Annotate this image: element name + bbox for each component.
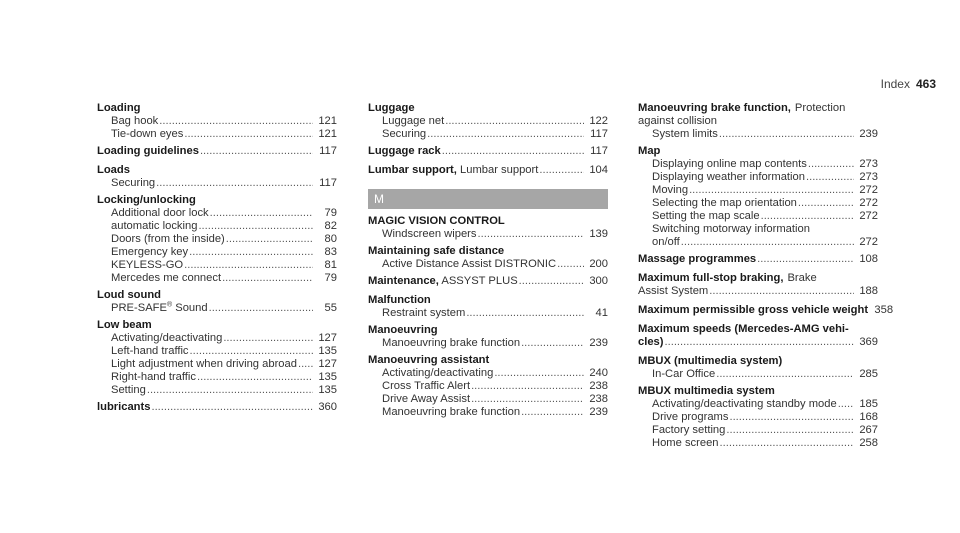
- index-subentry: on/off ..... 272: [638, 236, 878, 249]
- index-subentry: Light adjustment when driving abroad ..... 127: [97, 358, 337, 371]
- page-ref[interactable]: 79: [324, 272, 337, 284]
- index-entry: [368, 354, 608, 419]
- page-ref[interactable]: 55: [324, 302, 337, 314]
- page-ref[interactable]: 117: [590, 145, 608, 157]
- header-title: Index: [880, 77, 910, 91]
- page-number: 463: [915, 77, 936, 91]
- index-subentry: Displaying weather information ..... 273: [638, 171, 878, 184]
- entry-heading: Low beam: [97, 319, 152, 331]
- index-subentry: Right-hand traffic ..... 135: [97, 371, 337, 384]
- entry-heading: MBUX multimedia system: [638, 385, 775, 397]
- page-ref[interactable]: 121: [318, 128, 337, 140]
- index-entry: [368, 145, 608, 158]
- page-ref[interactable]: 122: [589, 115, 608, 127]
- entry-heading: Manoeuvring assistant: [368, 354, 490, 366]
- page-ref[interactable]: 272: [859, 184, 878, 196]
- index-subentry: Setting ..... 135: [97, 384, 337, 397]
- page-ref[interactable]: 273: [859, 158, 878, 170]
- index-subentry: Manoeuvring brake function ..... 239: [368, 406, 608, 419]
- index-subentry: Drive programs ..... 168: [638, 411, 878, 424]
- index-subentry: automatic locking ..... 82: [97, 220, 337, 233]
- index-subentry: Left-hand traffic ..... 135: [97, 345, 337, 358]
- page-ref[interactable]: 127: [318, 358, 337, 370]
- index-subentry: Cross Traffic Alert ..... 238: [368, 380, 608, 393]
- index-subentry: [638, 304, 894, 317]
- index-subentry: Assist System ..... 188: [638, 285, 878, 298]
- index-subentry: [638, 253, 878, 266]
- page-ref[interactable]: 272: [859, 197, 878, 209]
- index-subentry: Tie-down eyes ..... 121: [97, 128, 337, 141]
- entry-heading: MBUX (multimedia system): [638, 355, 783, 367]
- page-ref[interactable]: 240: [589, 367, 608, 379]
- page-ref[interactable]: 117: [319, 177, 337, 189]
- page-ref[interactable]: 358: [874, 304, 894, 316]
- entry-heading: Maintaining safe distance: [368, 245, 505, 257]
- index-entry: [97, 145, 337, 158]
- page-ref[interactable]: 239: [859, 128, 878, 140]
- index-subentry: Setting the map scale ..... 272: [638, 210, 878, 223]
- index-entry: [638, 304, 894, 317]
- entry-heading: Massage programmes: [638, 253, 757, 265]
- index-subentry: cles) ..... 369: [638, 336, 878, 349]
- page-ref[interactable]: 81: [324, 259, 337, 271]
- page-ref[interactable]: 238: [589, 380, 608, 392]
- index-subentry: Moving ..... 272: [638, 184, 878, 197]
- index-subentry: Activating/deactivating ..... 127: [97, 332, 337, 345]
- page-ref[interactable]: 168: [859, 411, 878, 423]
- index-subentry: Lumbar support, Lumbar support ..... 104: [368, 164, 608, 177]
- index-subentry: PRE-SAFE® Sound ..... 55: [97, 302, 337, 315]
- index-subentry: Displaying online map contents ..... 273: [638, 158, 878, 171]
- index-entry: [368, 245, 608, 271]
- entry-heading: Loading: [97, 102, 141, 114]
- page-ref[interactable]: 139: [589, 228, 608, 240]
- index-entry: Manoeuvring brake function, Protection against collision System limits ..... 239: [638, 102, 878, 141]
- index-subentry: Active Distance Assist DISTRONIC ..... 200: [368, 258, 608, 271]
- index-subentry: Doors (from the inside) ..... 80: [97, 233, 337, 246]
- index-entry: [368, 215, 608, 241]
- index-subentry: Securing ..... 117: [368, 128, 608, 141]
- index-subentry: Home screen ..... 258: [638, 437, 878, 450]
- entry-heading: MAGIC VISION CONTROL: [368, 215, 505, 227]
- index-entry: [97, 289, 337, 315]
- index-subentry: [368, 145, 608, 158]
- index-subentry: Drive Away Assist ..... 238: [368, 393, 608, 406]
- page-ref[interactable]: 127: [318, 332, 337, 344]
- index-subentry: In-Car Office ..... 285: [638, 368, 878, 381]
- entry-heading: Luggage rack: [368, 145, 441, 157]
- index-subentry: Securing ..... 117: [97, 177, 337, 190]
- index-subentry: Emergency key ..... 83: [97, 246, 337, 259]
- page-ref[interactable]: 185: [859, 398, 878, 410]
- page-ref[interactable]: 200: [589, 258, 608, 270]
- index-subentry: Maintenance, ASSYST PLUS ..... 300: [368, 275, 608, 288]
- index-entry: [368, 164, 608, 177]
- entry-heading: Maximum permissible gross vehicle weight: [638, 304, 869, 316]
- index-subentry: Mercedes me connect ..... 79: [97, 272, 337, 285]
- entry-heading: Loads: [97, 164, 130, 176]
- index-entry: [368, 102, 608, 141]
- index-entry: [97, 401, 337, 414]
- index-entry: Map Displaying online map contents ..... 273 Displaying weather information ..... 273 Moving ..... 272 Selecting the map orientation ..... 272 Setting the map scale ..... 272 Switching motorway information on/off ..... 272: [638, 145, 878, 249]
- index-subentry: [97, 145, 337, 158]
- index-subentry: Activating/deactivating ..... 240: [368, 367, 608, 380]
- page-ref[interactable]: 272: [859, 236, 878, 248]
- index-subentry: Windscreen wipers ..... 139: [368, 228, 608, 241]
- entry-heading: Luggage: [368, 102, 415, 114]
- index-subentry: Luggage net ..... 122: [368, 115, 608, 128]
- index-entry: [97, 164, 337, 190]
- index-column-3: [638, 102, 894, 454]
- page-ref[interactable]: 239: [589, 337, 608, 349]
- entry-heading: Malfunction: [368, 294, 431, 306]
- entry-heading: Locking/unlocking: [97, 194, 196, 206]
- registered-mark: ®: [166, 301, 173, 309]
- index-entry: [638, 355, 878, 381]
- entry-heading: Loud sound: [97, 289, 162, 301]
- entry-heading: Maintenance,: [368, 275, 439, 287]
- entry-heading: lubricants: [97, 401, 151, 413]
- page-ref[interactable]: 360: [318, 401, 337, 413]
- index-entry: [368, 324, 608, 350]
- page-ref[interactable]: 258: [859, 437, 878, 449]
- entry-heading: Maximum speeds (Mercedes-AMG vehi-: [638, 323, 849, 335]
- page-ref[interactable]: 267: [859, 424, 878, 436]
- entry-heading: Manoeuvring brake function,: [638, 102, 791, 114]
- page-ref[interactable]: 239: [589, 406, 608, 418]
- page-ref[interactable]: 135: [318, 371, 337, 383]
- index-entry: [97, 102, 337, 141]
- entry-heading: Loading guidelines: [97, 145, 199, 157]
- page-ref[interactable]: 188: [859, 285, 878, 297]
- section-letter-bar: M: [368, 189, 608, 209]
- index-entry: Maximum full-stop braking, Brake Assist System ..... 188: [638, 272, 878, 298]
- index-entry: [638, 323, 878, 349]
- page-ref[interactable]: 104: [589, 164, 608, 176]
- page-ref[interactable]: 82: [324, 220, 337, 232]
- page-ref[interactable]: 238: [589, 393, 608, 405]
- page-ref[interactable]: 83: [324, 246, 337, 258]
- index-entry: [97, 194, 337, 285]
- page-ref[interactable]: 121: [318, 115, 337, 127]
- index-subentry: Restraint system ..... 41: [368, 307, 608, 320]
- page-ref[interactable]: 108: [859, 253, 878, 265]
- index-subentry: System limits ..... 239: [638, 128, 878, 141]
- entry-heading: Maximum full-stop braking,: [638, 272, 784, 284]
- page-ref[interactable]: 369: [859, 336, 878, 348]
- index-subentry: Factory setting ..... 267: [638, 424, 878, 437]
- page-ref[interactable]: 135: [318, 345, 337, 357]
- entry-heading: Lumbar support,: [368, 164, 457, 176]
- index-subentry: [97, 401, 337, 414]
- index-subentry: Activating/deactivating standby mode ..... 185: [638, 398, 878, 411]
- page-ref[interactable]: 117: [590, 128, 608, 140]
- page-ref[interactable]: 285: [859, 368, 878, 380]
- index-entry: [638, 253, 878, 266]
- index-subentry: Additional door lock ..... 79: [97, 207, 337, 220]
- index-subentry: Bag hook ..... 121: [97, 115, 337, 128]
- index-entry: [368, 275, 608, 288]
- index-column-2: [368, 102, 608, 423]
- index-column-1: [97, 102, 337, 420]
- page-ref[interactable]: 117: [319, 145, 337, 157]
- page-ref[interactable]: 79: [324, 207, 337, 219]
- entry-heading: Manoeuvring: [368, 324, 438, 336]
- page-ref[interactable]: 135: [318, 384, 337, 396]
- page-ref[interactable]: 80: [324, 233, 337, 245]
- page-ref[interactable]: 273: [859, 171, 878, 183]
- entry-heading: Map: [638, 145, 661, 157]
- page-ref[interactable]: 300: [589, 275, 608, 287]
- index-subentry: KEYLESS-GO ..... 81: [97, 259, 337, 272]
- running-header: [881, 77, 936, 91]
- page-ref[interactable]: 272: [859, 210, 878, 222]
- index-entry: [368, 294, 608, 320]
- index-entry: [638, 385, 878, 450]
- index-entry: [97, 319, 337, 397]
- index-subentry: Selecting the map orientation ..... 272: [638, 197, 878, 210]
- page-ref[interactable]: 41: [595, 307, 608, 319]
- index-subentry: Manoeuvring brake function ..... 239: [368, 337, 608, 350]
